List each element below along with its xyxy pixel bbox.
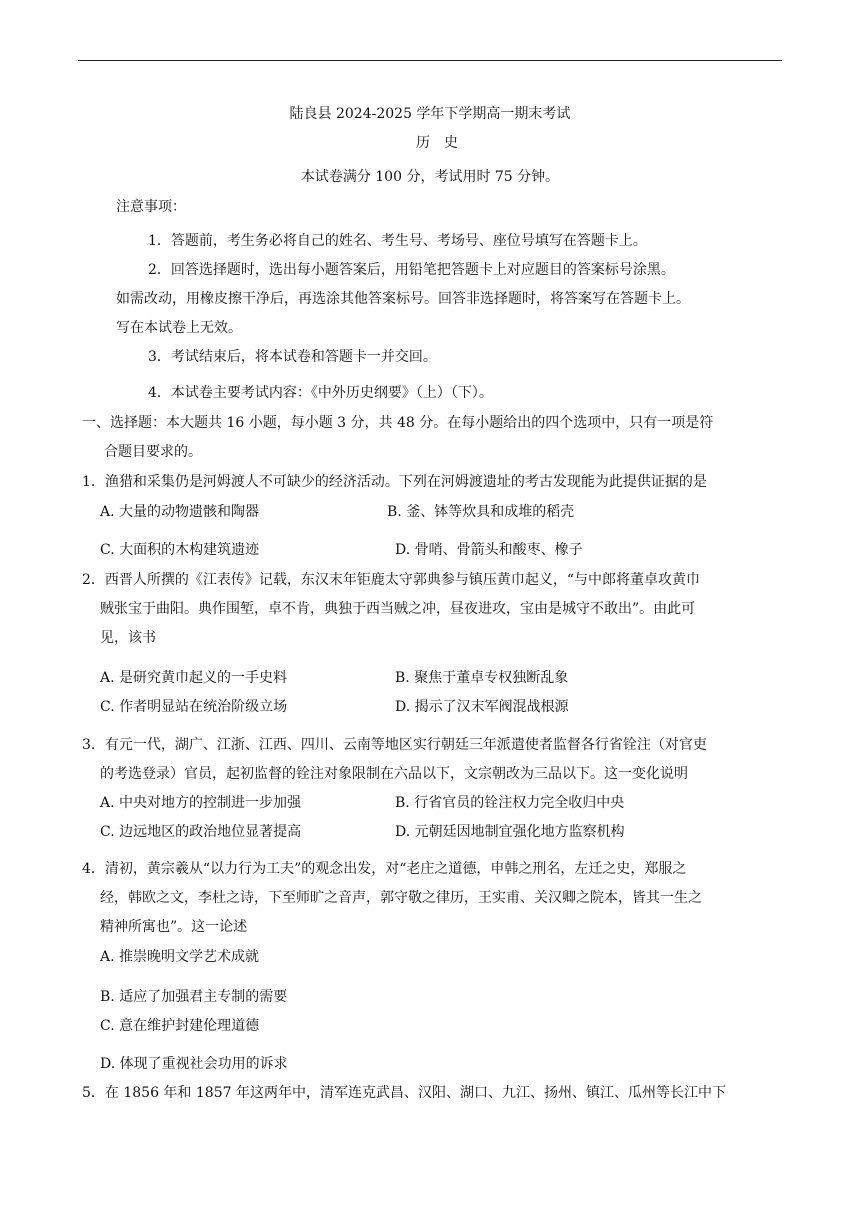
question-2-stem: 2．西晋人所撰的《江表传》记载，东汉末年钜鹿太守郭典参与镇压黄巾起义，“与中郎将董卓攻黄巾 — [82, 572, 701, 588]
question-1-option-c: C. 大面积的木构建筑遗迹 — [100, 542, 260, 558]
notice-item-1: 1．答题前，考生务必将自己的姓名、考生号、考场号、座位号填写在答题卡上。 — [148, 233, 647, 249]
question-4-option-d: D. 体现了重视社会功用的诉求 — [100, 1056, 288, 1072]
question-3-option-b: B. 行省官员的铨注权力完全收归中央 — [395, 795, 625, 811]
question-3-stem-cont: 的考选登录）官员，起初监督的铨注对象限制在六品以下，文宗朝改为三品以下。这一变化说明 — [100, 766, 688, 782]
exam-title: 陆良县 2024-2025 学年下学期高一期末考试 — [289, 106, 571, 122]
question-4-stem-cont: 经，韩欧之文，李杜之诗，下至师旷之音声，郭守敬之律历，王实甫、关汉卿之院本，皆其一生之 — [100, 890, 702, 906]
question-2-option-b: B. 聚焦于董卓专权独断乱象 — [395, 670, 569, 686]
question-4-option-b: B. 适应了加强君主专制的需要 — [100, 989, 288, 1005]
notice-item-2: 2．回答选择题时，选出每小题答案后，用铅笔把答题卡上对应题目的答案标号涂黑。 — [148, 262, 675, 278]
question-3-option-a: A. 中央对地方的控制进一步加强 — [100, 795, 302, 811]
notice-item-3: 3．考试结束后，将本试卷和答题卡一并交回。 — [148, 349, 437, 365]
question-4-option-c: C. 意在维护封建伦理道德 — [100, 1018, 260, 1034]
question-1-option-d: D. 骨哨、骨箭头和酸枣、橡子 — [395, 542, 583, 558]
question-2-option-a: A. 是研究黄巾起义的一手史料 — [100, 670, 288, 686]
notice-item-2-cont2: 写在本试卷上无效。 — [116, 320, 242, 336]
question-3-option-c: C. 边远地区的政治地位显著提高 — [100, 824, 302, 840]
question-4-stem: 4．清初，黄宗羲从“以力行为工夫”的观念出发，对“老庄之道德，申韩之刑名，左迁之史，郑服之 — [82, 861, 687, 877]
notice-heading: 注意事项： — [116, 199, 186, 215]
question-2-option-d: D. 揭示了汉末军阀混战根源 — [395, 699, 569, 715]
question-1-option-a: A. 大量的动物遗骸和陶器 — [100, 504, 260, 520]
notice-item-4: 4．本试卷主要考试内容：《中外历史纲要》（上）（下）。 — [148, 385, 493, 401]
question-4-option-a: A. 推崇晚明文学艺术成就 — [100, 949, 260, 965]
exam-subject: 历史 — [416, 135, 472, 151]
question-2-stem-cont2: 见，该书 — [100, 630, 156, 646]
question-3-option-d: D. 元朝廷因地制宜强化地方监察机构 — [395, 824, 625, 840]
section-heading: 一、选择题：本大题共 16 小题，每小题 3 分，共 48 分。在每小题给出的四个选项中，只有一项是符 — [82, 415, 714, 431]
question-2-option-c: C. 作者明显站在统治阶级立场 — [100, 699, 288, 715]
question-1-stem: 1．渔猎和采集仍是河姆渡人不可缺少的经济活动。下列在河姆渡遗址的考古发现能为此提供证据的是 — [82, 474, 707, 490]
score-info: 本试卷满分 100 分，考试用时 75 分钟。 — [300, 169, 560, 185]
notice-item-2-cont: 如需改动，用橡皮擦干净后，再选涂其他答案标号。回答非选择题时，将答案写在答题卡上。 — [116, 291, 690, 307]
question-1-option-b: B. 釜、钵等炊具和成堆的稻壳 — [387, 504, 575, 520]
question-5-stem: 5．在 1856 年和 1857 年这两年中，清军连克武昌、汉阳、湖口、九江、扬州、镇江、瓜州等长江中下 — [82, 1085, 726, 1101]
section-heading-cont: 合题目要求的。 — [104, 444, 202, 460]
header-rule — [78, 60, 782, 61]
question-3-stem: 3．有元一代，湖广、江浙、江西、四川、云南等地区实行朝廷三年派遣使者监督各行省铨注（对官吏 — [82, 737, 707, 753]
question-2-stem-cont: 贼张宝于曲阳。典作围堑，卓不肯，典独于西当贼之冲，昼夜进攻，宝由是城守不敢出”。由此可 — [100, 601, 696, 617]
question-4-stem-cont2: 精神所寓也”。这一论述 — [100, 919, 248, 935]
